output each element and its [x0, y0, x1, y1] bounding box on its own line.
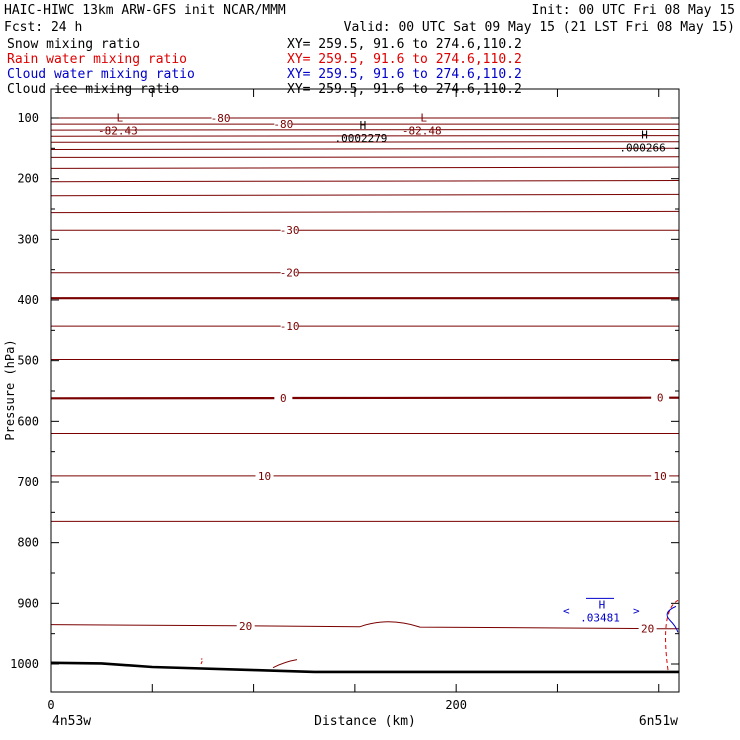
y-tick-label: 600: [17, 414, 39, 429]
y-tick-label: 500: [17, 353, 39, 368]
y-tick-label: 1000: [10, 657, 39, 671]
extremum-value: -82.43: [97, 124, 138, 138]
high-marker: H: [359, 119, 367, 133]
field-snow-xy: XY= 259.5, 91.6 to 274.6,110.2: [287, 37, 522, 52]
init-time: Init: 00 UTC Fri 08 May 15: [531, 3, 735, 18]
low-marker: L: [420, 111, 428, 125]
y-tick-label: 900: [17, 596, 39, 611]
y-tick-label: 400: [17, 293, 39, 307]
forecast-hour: Fcst: 24 h: [4, 20, 83, 35]
valid-time: Valid: 00 UTC Sat 09 May 15 (21 LST Fri 08 May 15): [343, 20, 735, 35]
x-end-label: 6n51w: [638, 714, 678, 729]
extremum-value: .0002279: [334, 132, 388, 146]
field-cloudwater-xy: XY= 259.5, 91.6 to 274.6,110.2: [287, 67, 522, 82]
isotherm-line: [51, 211, 679, 212]
isotherm-label: 20: [239, 619, 253, 633]
isotherm-line: [51, 194, 679, 195]
isotherm-line: [51, 157, 679, 158]
extremum-value: .000266: [619, 141, 666, 155]
x-axis-label: Distance (km): [314, 714, 416, 729]
isotherm-label: -20: [279, 266, 300, 280]
y-tick-label: 700: [17, 475, 39, 489]
isotherm-label: -80: [210, 112, 231, 125]
y-axis-label: Pressure (hPa): [3, 339, 17, 441]
field-cloudice-label: Cloud ice mixing ratio: [7, 82, 180, 97]
high-marker: H: [598, 598, 606, 612]
isotherm-label: -80: [273, 118, 294, 132]
y-tick-label: 100: [17, 111, 39, 125]
isotherm-label: 0: [656, 391, 664, 405]
plot-frame: [51, 89, 679, 692]
isotherm-label: 10: [653, 469, 667, 483]
isotherm-line: [51, 148, 679, 149]
terrain-surface: [51, 663, 679, 672]
high-marker: H: [641, 128, 648, 142]
isotherm-line: [51, 625, 237, 626]
extremum-value: -82.48: [401, 124, 442, 138]
isotherm-label: 20: [640, 622, 655, 636]
y-tick-label: 800: [17, 535, 39, 550]
isotherm-label: -10: [279, 320, 300, 334]
field-cloudice-xy: XY= 259.5, 91.6 to 274.6,110.2: [287, 82, 522, 97]
extremum-value: .03481: [580, 611, 620, 625]
x-start-label: 4n53w: [52, 714, 92, 729]
isotherm-line: [51, 167, 679, 168]
isotherm-line: [51, 181, 679, 182]
field-rain-label: Rain water mixing ratio: [7, 52, 188, 67]
contour-bracket-right: >: [632, 604, 640, 618]
y-tick-label: 200: [17, 171, 39, 186]
extrema-annotations: [98, 111, 666, 624]
temperature-contours: [51, 112, 679, 636]
x-tick-label: 200: [445, 698, 468, 712]
x-tick-label: 0: [47, 698, 55, 712]
field-snow-label: Snow mixing ratio: [7, 37, 141, 52]
isotherm-label: 10: [257, 469, 272, 483]
contour-bracket-left: <: [562, 604, 570, 618]
low-marker: L: [116, 111, 124, 125]
run-title: HAIC-HIWC 13km ARW-GFS init NCAR/MMM: [4, 3, 286, 18]
terrain-line: [51, 663, 679, 672]
field-rain-xy: XY= 259.5, 91.6 to 274.6,110.2: [287, 52, 522, 67]
y-tick-label: 300: [17, 232, 39, 247]
axes: [10, 89, 679, 712]
isotherm-label: -30: [279, 224, 300, 238]
rain-water-contour: [666, 600, 678, 670]
field-cloudwater-label: Cloud water mixing ratio: [7, 67, 195, 82]
rain-water-contour: [201, 659, 203, 664]
isotherm-label: 0: [280, 392, 287, 406]
isotherm-line: [273, 660, 297, 668]
